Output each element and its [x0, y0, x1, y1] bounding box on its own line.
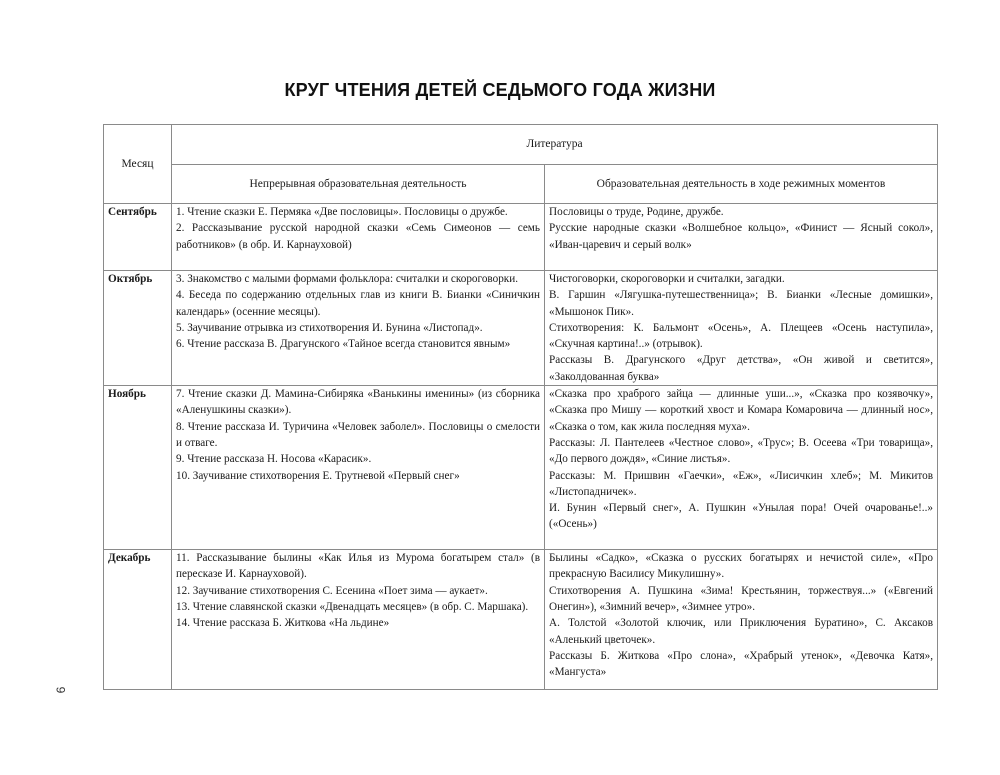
list-item: Стихотворения: К. Бальмонт «Осень», А. Плещеев «Осень наступила», «Скучная картина!..» (отрывок).	[549, 321, 933, 351]
list-item: 2. Рассказывание русской народной сказки «Семь Симеонов — семь работников» (в обр. И. Карнауховой)	[176, 222, 540, 251]
continuous-cell	[172, 550, 545, 690]
list-item: Русские народные сказки «Волшебное кольцо», «Финист — Ясный сокол», «Иван-царевич и серый волк»	[549, 222, 933, 251]
header-month: Месяц	[104, 125, 172, 204]
header-literature: Литература	[172, 125, 938, 165]
header-continuous: Непрерывная образовательная деятельность	[172, 164, 545, 204]
list-item: 6. Чтение рассказа В. Драгунского «Тайное всегда становится явным»	[176, 338, 511, 351]
list-item: Рассказы Б. Житкова «Про слона», «Храбрый утенок», «Девочка Катя», «Мангуста»	[549, 649, 933, 679]
list-item: Чистоговорки, скороговорки и считалки, загадки.	[549, 273, 785, 285]
table-row	[104, 204, 938, 271]
list-item: 11. Рассказывание былины «Как Илья из Мурома богатырем стал» (в пересказе И. Карнауховой).	[176, 552, 540, 581]
list-item: А. Толстой «Золотой ключик, или Приключения Буратино», С. Аксаков «Аленький цветочек».	[549, 617, 933, 646]
list-item: Рассказы В. Драгунского «Друг детства», «Он живой и светится», «Заколдованная буква»	[549, 354, 933, 383]
month-cell: Ноябрь	[104, 386, 172, 550]
list-item: Пословицы о труде, Родине, дружбе.	[549, 206, 724, 218]
list-item: 3. Знакомство с малыми формами фольклора: считалки и скороговорки.	[176, 273, 519, 285]
continuous-cell	[172, 386, 545, 550]
header-row-sub	[104, 164, 938, 204]
list-item: 7. Чтение сказки Д. Мамина-Сибиряка «Ванькины именины» (из сборника «Аленушкины сказки»).	[176, 388, 540, 417]
list-item: 1. Чтение сказки Е. Пермяка «Две пословицы». Пословицы о дружбе.	[176, 206, 508, 218]
list-item: 9. Чтение рассказа Н. Носова «Карасик».	[176, 453, 372, 466]
header-row-top	[104, 125, 938, 165]
list-item: 10. Заучивание стихотворения Е. Трутневой «Первый снег»	[176, 469, 460, 482]
month-cell: Сентябрь	[104, 204, 172, 271]
routine-cell	[545, 386, 938, 550]
list-item: Стихотворения А. Пушкина «Зима! Крестьянин, торжествуя...» («Евгений Онегин»), «Зимний вечер», «Зимнее утро».	[549, 584, 933, 613]
month-cell: Октябрь	[104, 271, 172, 386]
table-row	[104, 271, 938, 386]
routine-cell	[545, 204, 938, 271]
reading-table	[103, 124, 938, 690]
list-item: В. Гаршин «Лягушка-путешественница»; В. Бианки «Лесные домишки», «Мышонок Пик».	[549, 289, 933, 318]
continuous-cell	[172, 271, 545, 386]
routine-cell	[545, 271, 938, 386]
routine-cell	[545, 550, 938, 690]
list-item: Былины «Садко», «Сказка о русских богатырях и нечистой силе», «Про прекрасную Василису Микулишну».	[549, 552, 933, 581]
list-item: 8. Чтение рассказа И. Туричина «Человек заболел». Пословицы о смелости и отваге.	[176, 420, 540, 449]
list-item: 12. Заучивание стихотворения С. Есенина «Поет зима — аукает».	[176, 584, 488, 597]
page-number: 9	[53, 686, 68, 694]
list-item: 5. Заучивание отрывка из стихотворения И. Бунина «Листопад».	[176, 321, 483, 334]
month-cell: Декабрь	[104, 550, 172, 690]
page-title: КРУГ ЧТЕНИЯ ДЕТЕЙ СЕДЬМОГО ГОДА ЖИЗНИ	[284, 80, 716, 100]
list-item: 14. Чтение рассказа Б. Житкова «На льдине»	[176, 617, 390, 630]
table-row	[104, 386, 938, 550]
table-row	[104, 550, 938, 690]
list-item: И. Бунин «Первый снег», А. Пушкин «Унылая пора! Очей очарованье!..» («Осень»)	[549, 502, 933, 531]
list-item: Рассказы: М. Пришвин «Гаечки», «Еж», «Лисичкин хлеб»; М. Микитов «Листопадничек».	[549, 469, 933, 498]
list-item: 4. Беседа по содержанию отдельных глав из книги В. Бианки «Синичкин календарь» (осенние месяцы).	[176, 289, 540, 318]
list-item: 13. Чтение славянской сказки «Двенадцать месяцев» (в обр. С. Маршака).	[176, 600, 529, 613]
list-item: Рассказы: Л. Пантелеев «Честное слово», «Трус»; В. Осеева «Три товарища», «До первого дождя», «Синие листья».	[549, 436, 933, 466]
reading-table-wrapper	[103, 124, 938, 690]
header-routine: Образовательная деятельность в ходе режимных моментов	[545, 164, 938, 204]
continuous-cell	[172, 204, 545, 271]
list-item: «Сказка про храброго зайца — длинные уши...», «Сказка про козявочку», «Сказка про Мишу — короткий хвост и Комара Комаровича — длинный нос», «Сказка о том, как жила последняя муха».	[549, 388, 933, 433]
